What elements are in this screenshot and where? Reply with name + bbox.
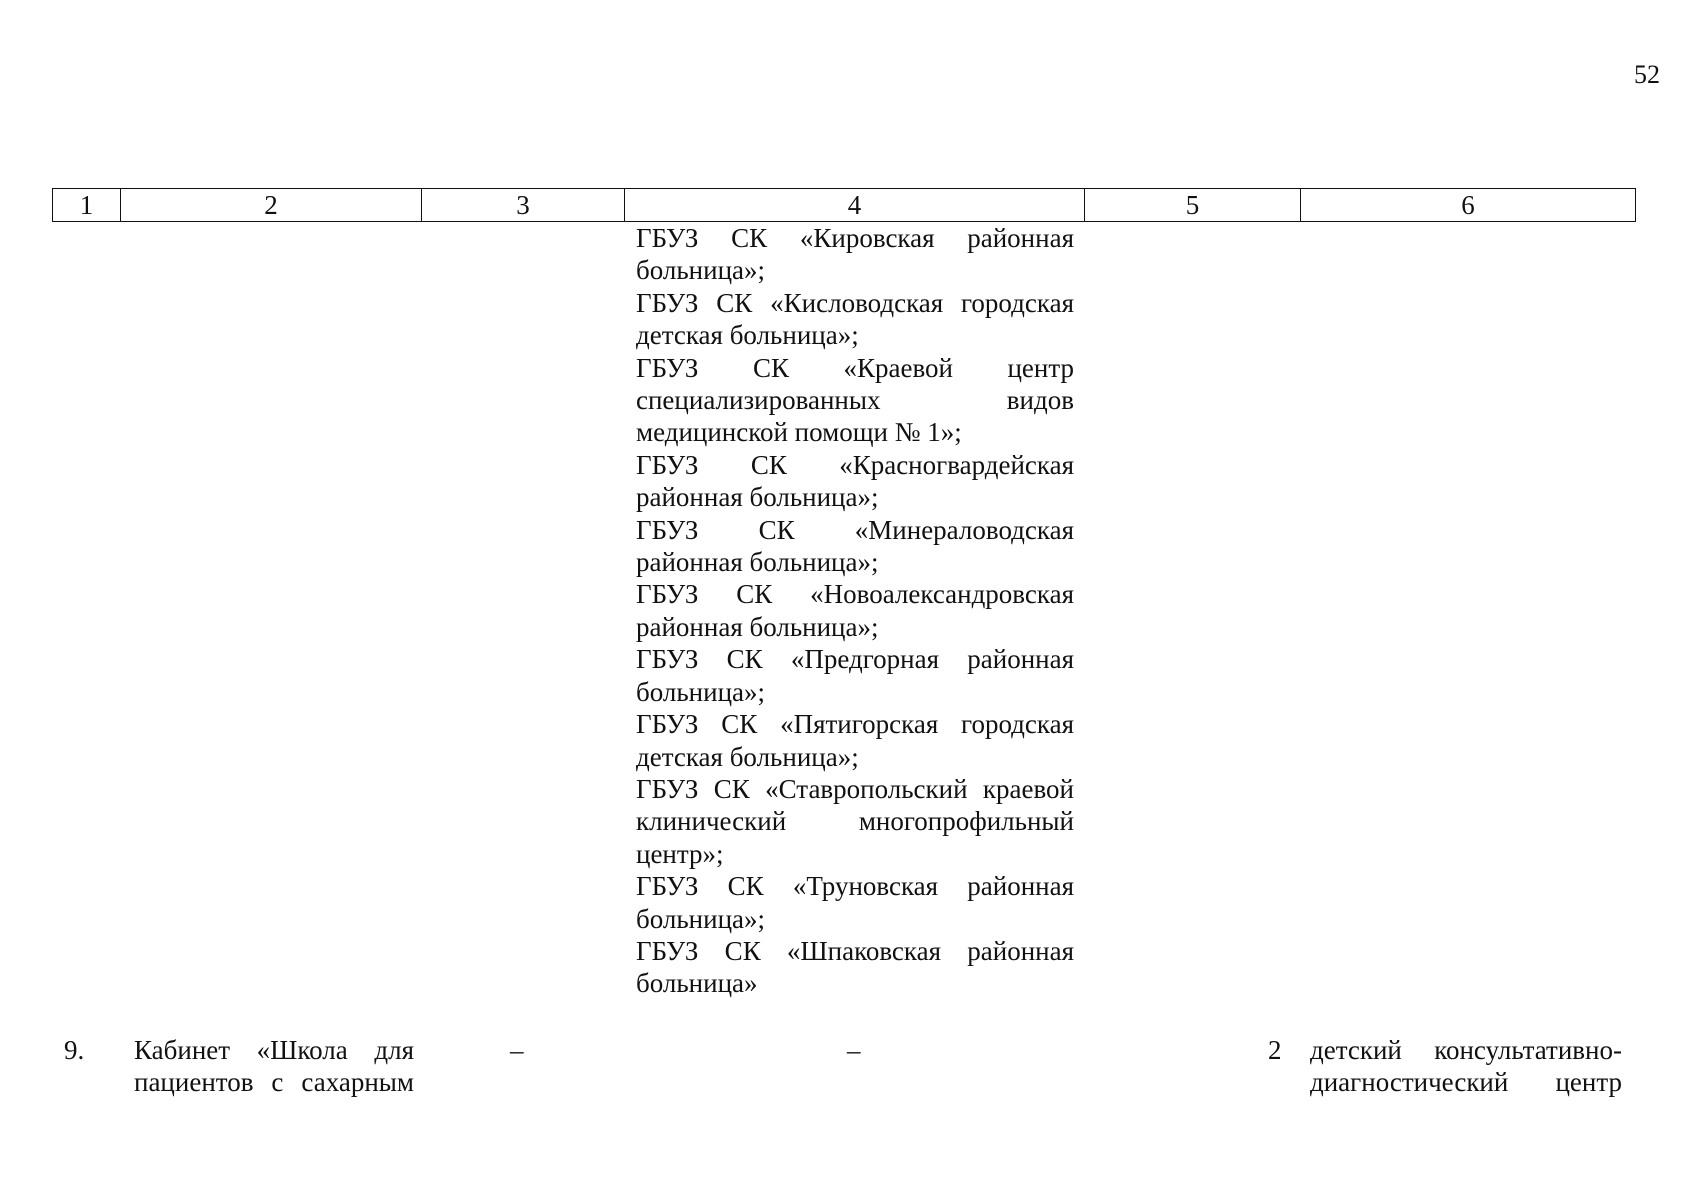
hospital-entry: ГБУЗ СК «Красногвардейская районная больница»;: [636, 449, 1074, 513]
page-number: 52: [1634, 60, 1660, 89]
column-header-3: 3: [422, 189, 625, 222]
table-header: [52, 188, 1636, 222]
cabinet-name-line: Кабинет «Школа для: [134, 1035, 414, 1065]
hospital-entry: ГБУЗ СК «Ставропольский краевой клинический многопрофильный центр»;: [636, 773, 1074, 869]
department-name-line: детский консультативно-: [1310, 1035, 1622, 1065]
hospital-entry: ГБУЗ СК «Предгорная районная больница»;: [636, 644, 1074, 707]
column-header-5: 5: [1085, 189, 1301, 222]
column-header-4: 4: [625, 189, 1085, 222]
hospital-entry: ГБУЗ СК «Кировская районная больница»;: [636, 223, 1074, 286]
cabinet-count: 2: [1268, 1035, 1282, 1065]
column-header-6: 6: [1301, 189, 1636, 222]
hospital-entry: ГБУЗ СК «Краевой центр специализированных видов медицинской помощи № 1»;: [636, 352, 1074, 448]
column-3-value: –: [510, 1035, 524, 1065]
hospital-entry: ГБУЗ СК «Минераловодская районная больница»;: [636, 514, 1074, 578]
hospital-entry: ГБУЗ СК «Пятигорская городская детская больница»;: [636, 709, 1074, 772]
hospital-entry: ГБУЗ СК «Шпаковская районная больница»: [636, 935, 1074, 999]
column-header-2: 2: [121, 189, 422, 222]
column-header-1: 1: [53, 189, 121, 222]
cabinet-name: [134, 1034, 414, 1098]
hospital-entry: ГБУЗ СК «Кисловодская городская детская больница»;: [636, 287, 1074, 351]
hospital-entry: ГБУЗ СК «Труновская районная больница»;: [636, 871, 1074, 934]
cabinet-name-line: пациентов с сахарным: [134, 1067, 414, 1097]
department-name-line: диагностический центр: [1310, 1067, 1622, 1097]
row-number: 9.: [64, 1035, 85, 1065]
column-4-value: –: [847, 1035, 861, 1065]
hospital-entry: ГБУЗ СК «Новоалександровская районная больница»;: [636, 579, 1074, 642]
hospital-list: [636, 222, 1074, 1000]
department-name: [1310, 1034, 1622, 1098]
